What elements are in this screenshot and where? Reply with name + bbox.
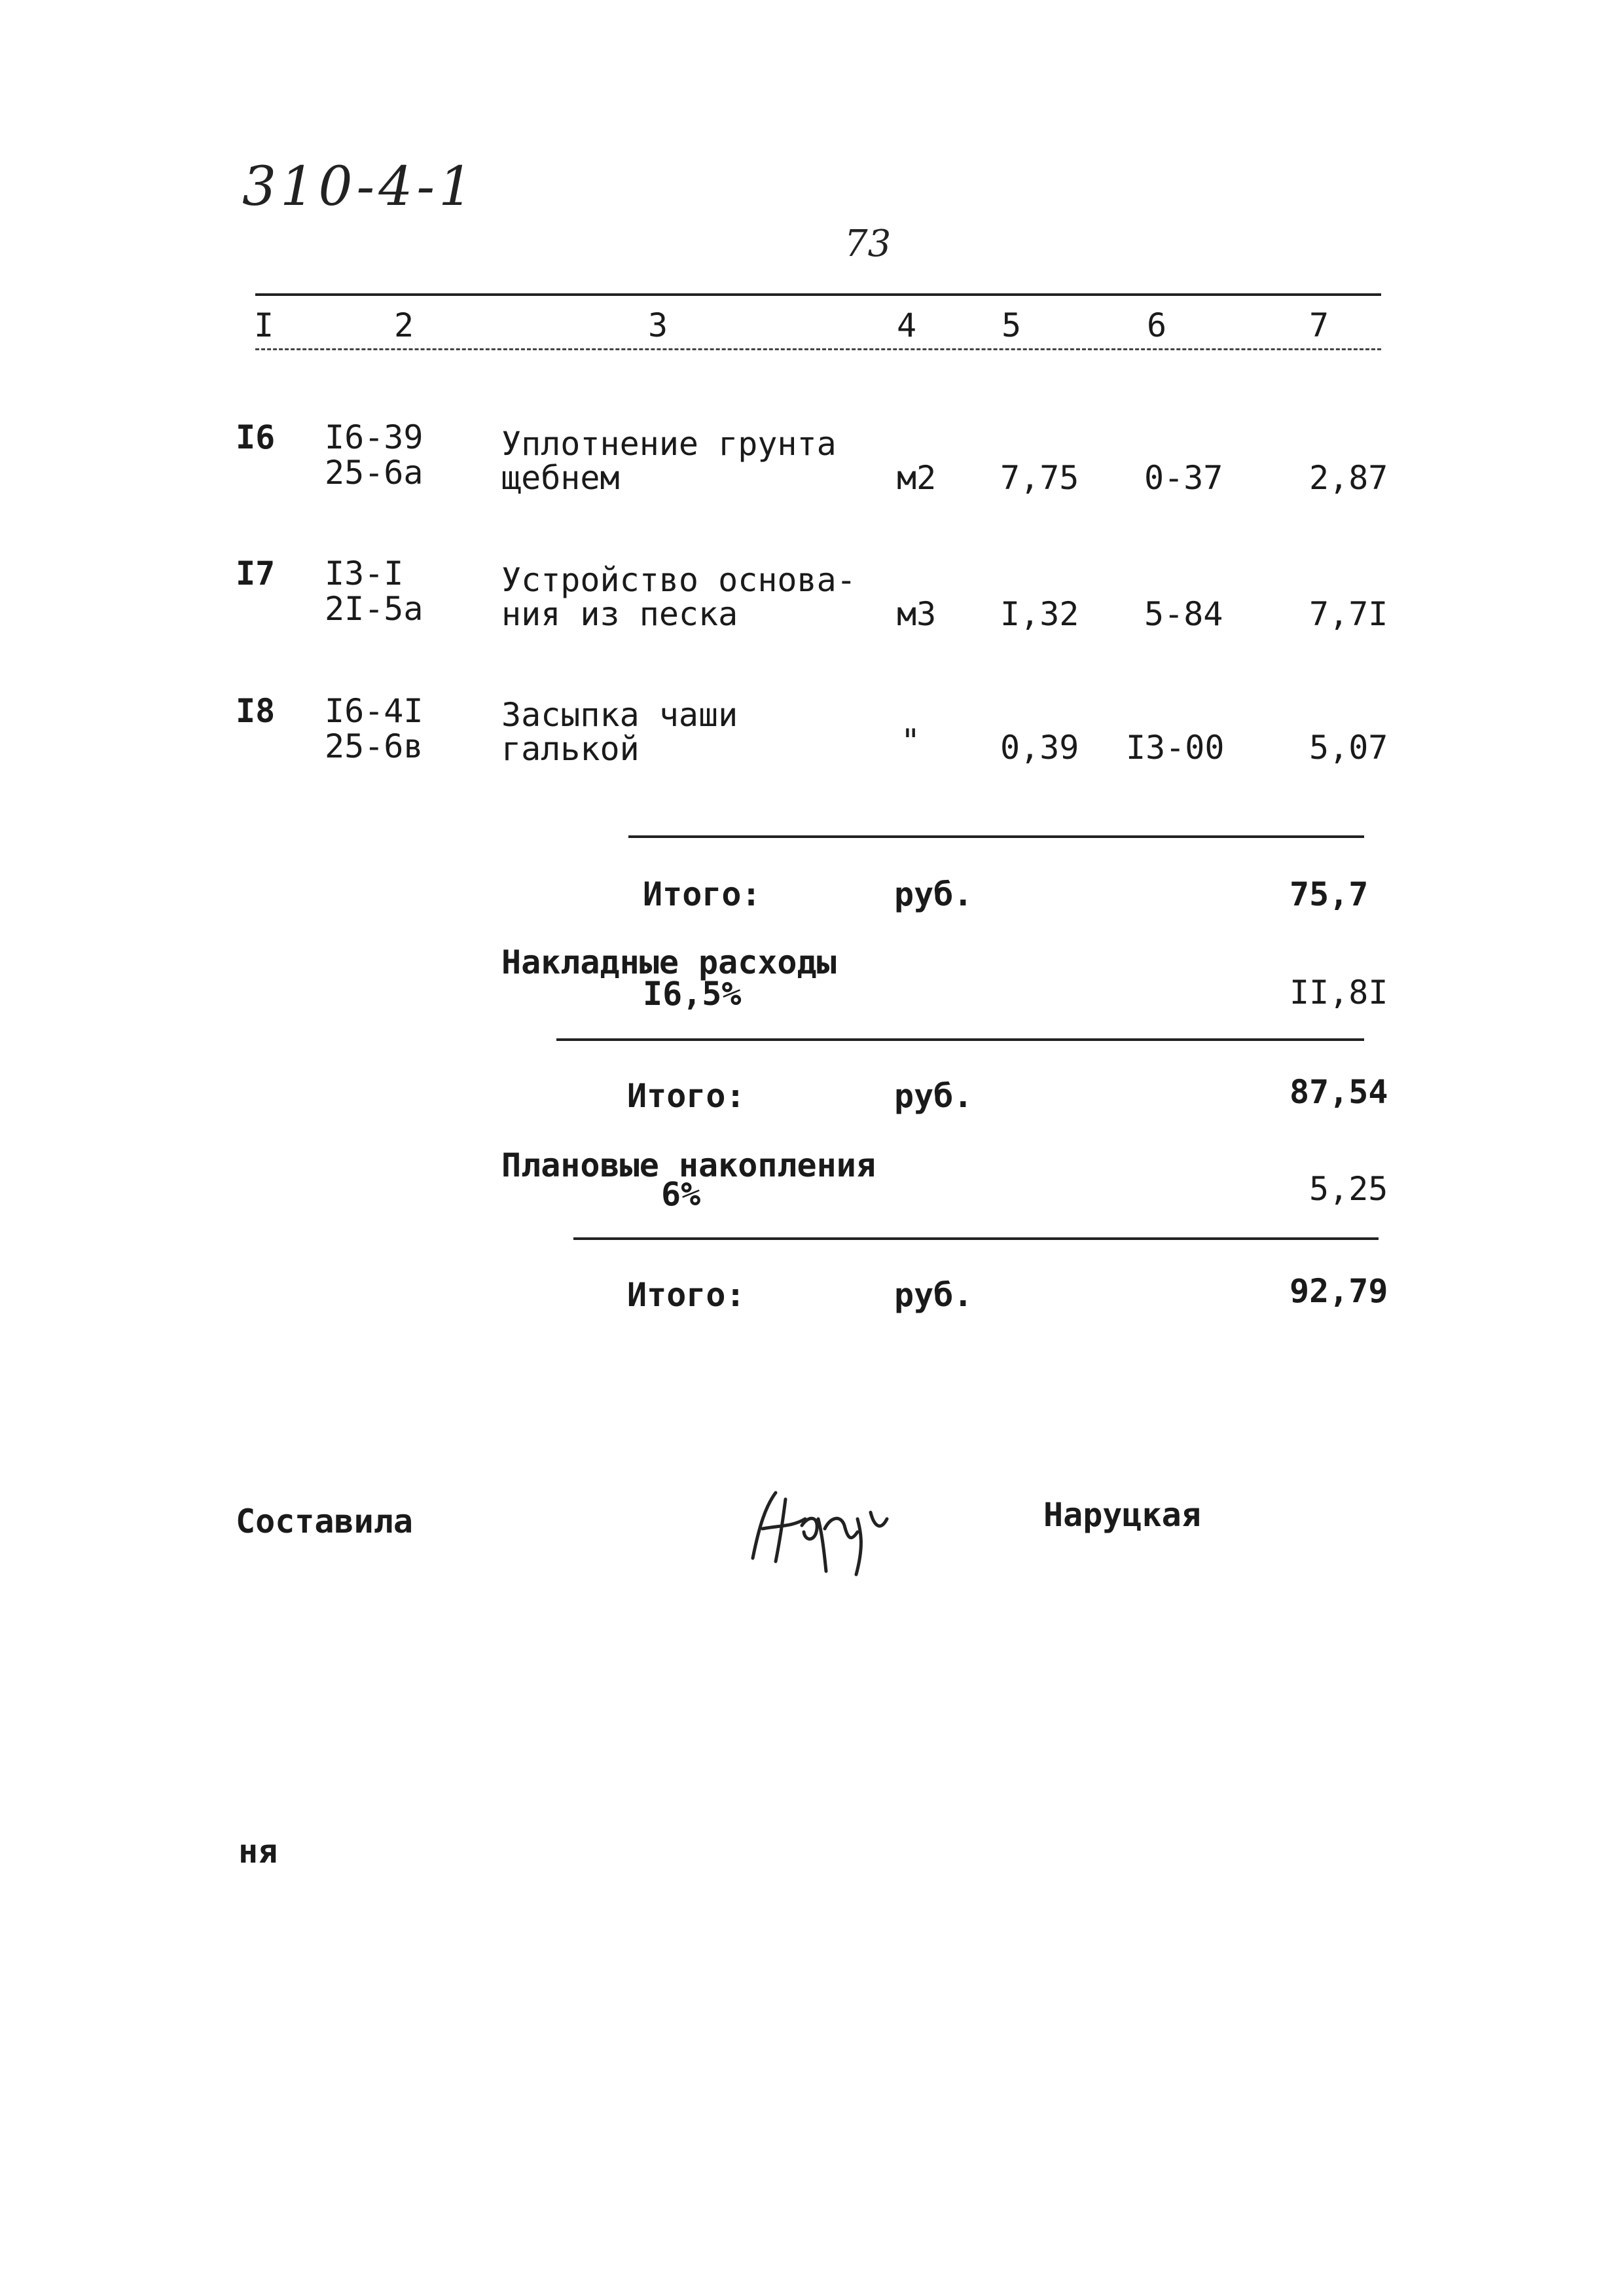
row-code-primary: I3-I	[325, 555, 404, 592]
row-quantity: 7,75	[1000, 459, 1079, 497]
row-description-line1: Засыпка чаши	[501, 696, 738, 734]
total-1-unit: руб.	[894, 875, 973, 913]
column-number-6: 6	[1147, 306, 1167, 344]
row-code-secondary: 25-6в	[325, 727, 424, 765]
row-number: I8	[236, 692, 276, 730]
total-2-unit: руб.	[894, 1077, 973, 1115]
subtotal-rule-1	[628, 835, 1364, 838]
planned-savings-label: Плановые накопления	[501, 1146, 876, 1184]
total-3-value: 92,79	[1290, 1272, 1388, 1310]
total-1-value: 75,7	[1290, 875, 1369, 913]
row-code-primary: I6-4I	[325, 692, 424, 730]
row-unit: м2	[897, 459, 937, 497]
column-number-2: 2	[394, 306, 414, 344]
column-number-1: I	[254, 306, 274, 344]
overhead-value: II,8I	[1290, 974, 1388, 1011]
row-total: 7,7I	[1309, 595, 1388, 633]
compiled-by-label: Составила	[236, 1503, 413, 1540]
header-top-rule	[255, 293, 1381, 296]
column-number-3: 3	[648, 306, 668, 344]
row-unit: "	[901, 722, 921, 760]
overhead-label: Накладные расходы	[501, 943, 837, 981]
total-3-label: Итого:	[627, 1276, 746, 1314]
overhead-percent: I6,5%	[643, 975, 742, 1013]
header-bottom-rule	[255, 348, 1381, 350]
column-number-7: 7	[1309, 306, 1329, 344]
document-number: 310-4-1	[242, 156, 477, 218]
row-number: I7	[236, 555, 276, 592]
row-unit: м3	[897, 595, 937, 633]
row-unit-price: 5-84	[1144, 595, 1223, 633]
row-description-line2: галькой	[501, 730, 640, 768]
row-code-secondary: 2I-5a	[325, 590, 424, 628]
row-description-line2: ния из песка	[501, 595, 738, 633]
column-number-5: 5	[1001, 306, 1022, 344]
total-3-unit: руб.	[894, 1276, 973, 1314]
signature-icon	[740, 1480, 897, 1578]
page-mark: ня	[238, 1832, 278, 1870]
row-unit-price: 0-37	[1144, 459, 1223, 497]
planned-savings-value: 5,25	[1309, 1170, 1388, 1208]
row-code-primary: I6-39	[325, 418, 424, 456]
total-2-label: Итого:	[627, 1077, 746, 1115]
page-number: 73	[844, 223, 892, 265]
row-code-secondary: 25-6a	[325, 454, 424, 492]
row-number: I6	[236, 418, 276, 456]
subtotal-rule-3	[573, 1237, 1379, 1240]
row-quantity: 0,39	[1000, 729, 1079, 767]
total-1-label: Итого:	[643, 875, 761, 913]
planned-savings-percent: 6%	[661, 1175, 701, 1213]
row-description-line1: Устройство основа-	[501, 561, 856, 599]
row-quantity: I,32	[1000, 595, 1079, 633]
row-description-line1: Уплотнение грунта	[501, 425, 837, 463]
subtotal-rule-2	[556, 1038, 1364, 1041]
total-2-value: 87,54	[1290, 1073, 1388, 1111]
row-total: 5,07	[1309, 729, 1388, 767]
row-description-line2: щебнем	[501, 459, 620, 497]
compiler-name: Наруцкая	[1043, 1496, 1201, 1534]
column-number-4: 4	[897, 306, 917, 344]
row-total: 2,87	[1309, 459, 1388, 497]
row-unit-price: I3-00	[1126, 729, 1225, 767]
